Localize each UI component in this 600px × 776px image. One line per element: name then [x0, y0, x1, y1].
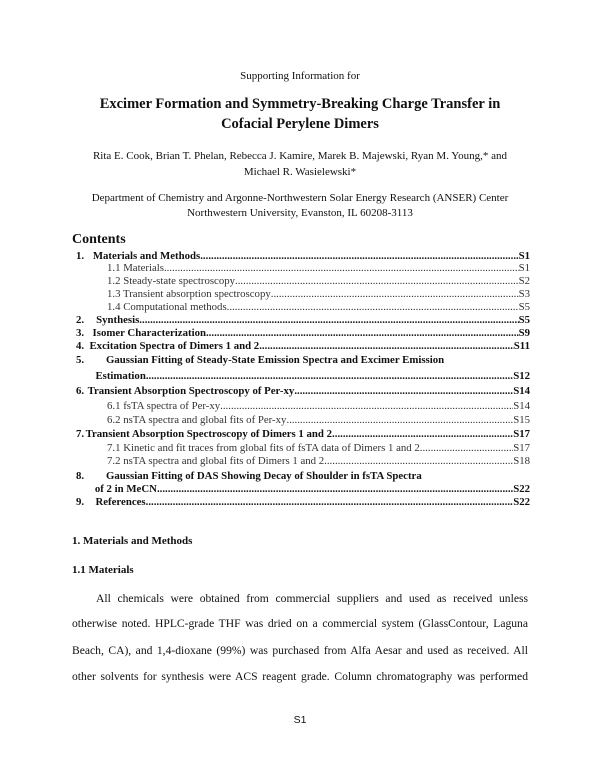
toc-label: 7.2 nsTA spectra and global fits of Dimers 1 and 2: [107, 455, 325, 467]
toc-leader: [146, 496, 514, 509]
toc-page: S22: [513, 496, 530, 508]
body-line: All chemicals were obtained from commercial suppliers and used as received unless: [96, 592, 528, 605]
toc-entry[interactable]: [107, 400, 530, 413]
toc-label: Synthesis: [96, 314, 140, 326]
toc-label: 1.4 Computational methods: [107, 301, 227, 313]
toc-number: 8.: [76, 470, 85, 482]
toc-leader: [206, 327, 519, 340]
page-number: S1: [293, 714, 307, 726]
toc-page: S11: [513, 340, 530, 352]
body-line: otherwise noted. HPLC-grade THF was dried on a commercial system (GlassContour, Laguna: [72, 617, 528, 630]
toc-entry[interactable]: [107, 262, 530, 275]
toc-page: S14: [513, 385, 530, 397]
toc-leader: [420, 442, 513, 455]
toc-page: S17: [513, 442, 530, 454]
toc-page: S14: [513, 400, 530, 412]
toc-page: S1: [518, 262, 530, 274]
toc-page: S9: [518, 327, 530, 339]
toc-label: Estimation: [95, 370, 146, 382]
toc-label: 1.1 Materials: [107, 262, 164, 274]
toc-page: S15: [513, 414, 530, 426]
toc-leader: [139, 314, 518, 327]
toc-number: [76, 370, 95, 383]
toc-label: Gaussian Fitting of Steady-State Emission Spectra and Excimer Emission: [106, 354, 445, 366]
toc-number: 9.: [76, 496, 85, 508]
affiliation-line-2: Northwestern University, Evanston, IL 60208-3113: [187, 207, 413, 219]
title-line-1: Excimer Formation and Symmetry-Breaking Charge Transfer in: [99, 96, 501, 112]
toc-number: 6.: [76, 385, 85, 397]
toc-label: Transient Absorption Spectroscopy of Per-xy: [87, 385, 295, 397]
toc-label: References: [95, 496, 146, 508]
toc-leader: [157, 483, 513, 496]
toc-label: 1.3 Transient absorption spectroscopy: [107, 288, 271, 300]
toc-entry[interactable]: [76, 314, 530, 327]
toc-entry[interactable]: [76, 385, 530, 398]
toc-number: 2.: [76, 314, 85, 326]
toc-number: 7.: [76, 428, 85, 440]
toc-label: of 2 in MeCN: [94, 483, 157, 495]
toc-page: S1: [518, 250, 530, 262]
toc-leader: [146, 370, 513, 383]
toc-label: 1.2 Steady-state spectroscopy: [107, 275, 236, 287]
toc-label: Gaussian Fitting of DAS Showing Decay of Shoulder in fsTA Spectra: [106, 470, 422, 482]
toc-leader: [164, 262, 519, 275]
toc-page: S12: [513, 370, 530, 382]
toc-leader: [286, 414, 513, 427]
toc-label: 7.1 Kinetic and fit traces from global fits of fsTA data of Dimers 1 and 2: [107, 442, 420, 454]
toc-entry[interactable]: [76, 370, 530, 383]
toc-page: S5: [518, 301, 530, 313]
toc-entry[interactable]: [107, 275, 530, 288]
section-1-1-heading: 1.1 Materials: [72, 564, 134, 576]
toc-label: 6.2 nsTA spectra and global fits of Per-xy: [107, 414, 287, 426]
toc-leader: [324, 455, 513, 468]
toc-entry[interactable]: [76, 354, 530, 367]
toc-leader: [271, 288, 519, 301]
toc-page: S3: [518, 288, 530, 300]
toc-number: 3.: [76, 327, 85, 339]
title-line-2: Cofacial Perylene Dimers: [221, 116, 379, 132]
toc-leader: [332, 428, 513, 441]
authors-line-1: Rita E. Cook, Brian T. Phelan, Rebecca J. Kamire, Marek B. Majewski, Ryan M. Young,* and: [92, 150, 508, 162]
toc-entry[interactable]: [76, 327, 530, 340]
toc-label: Isomer Characterization: [92, 327, 206, 339]
toc-entry[interactable]: [107, 288, 530, 301]
toc-page: S18: [513, 455, 530, 467]
contents-heading: Contents: [72, 232, 126, 247]
toc-entry[interactable]: [107, 442, 530, 455]
supporting-info-header: Supporting Information for: [240, 70, 360, 82]
toc-label: Materials and Methods: [92, 250, 201, 262]
section-1-heading: 1. Materials and Methods: [72, 535, 193, 547]
toc-leader: [227, 301, 519, 314]
toc-label: 6.1 fsTA spectra of Per-xy: [107, 400, 221, 412]
toc-page: S2: [518, 275, 530, 287]
body-line: Beach, CA), and 1,4-dioxane (99%) was purchased from Alfa Aesar and used as received. All: [72, 644, 528, 657]
toc-entry[interactable]: [76, 428, 530, 441]
toc-page: S22: [513, 483, 530, 495]
toc-entry[interactable]: [76, 483, 530, 496]
toc-number: 1.: [76, 250, 85, 262]
toc-entry[interactable]: [76, 340, 530, 353]
toc-leader: [220, 400, 513, 413]
toc-entry[interactable]: [76, 470, 530, 483]
authors-line-2: Michael R. Wasielewski*: [243, 166, 357, 178]
toc-leader: [235, 275, 519, 288]
toc-entry[interactable]: [107, 301, 530, 314]
body-line: other solvents for synthesis were ACS reagent grade. Column chromatography was performed: [72, 670, 528, 683]
toc-page: S17: [513, 428, 530, 440]
toc-leader: [294, 385, 513, 398]
toc-number: 5.: [76, 354, 85, 366]
toc-label: Transient Absorption Spectroscopy of Dimers 1 and 2: [85, 428, 333, 440]
toc-page: S5: [518, 314, 530, 326]
affiliation-line-1: Department of Chemistry and Argonne-Northwestern Solar Energy Research (ANSER) Center: [91, 192, 509, 204]
toc-entry[interactable]: [76, 496, 530, 509]
toc-number: 4.: [76, 340, 85, 352]
toc-label: Excitation Spectra of Dimers 1 and 2: [89, 340, 260, 352]
toc-leader: [259, 340, 514, 353]
toc-entry[interactable]: [107, 455, 530, 468]
toc-entry[interactable]: [107, 414, 530, 427]
toc-number: [76, 483, 95, 496]
